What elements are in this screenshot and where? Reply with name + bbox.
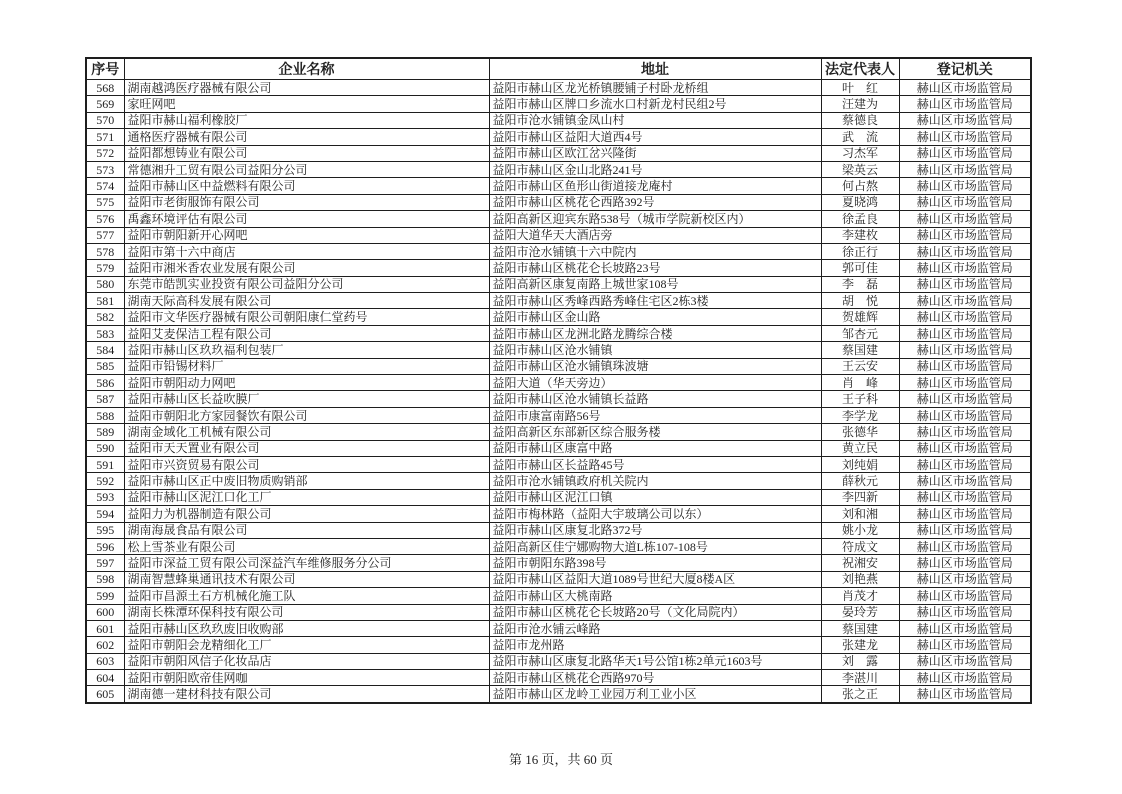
cell-registry-authority: 赫山区市场监管局 bbox=[899, 161, 1031, 177]
cell-company-name: 家旺网吧 bbox=[124, 96, 489, 112]
table-row bbox=[86, 227, 1031, 243]
cell-legal-representative: 贺雄辉 bbox=[821, 309, 899, 325]
cell-legal-representative: 王子科 bbox=[821, 391, 899, 407]
cell-serial-number: 582 bbox=[86, 309, 124, 325]
cell-serial-number: 603 bbox=[86, 653, 124, 669]
cell-company-name: 松上雪茶业有限公司 bbox=[124, 538, 489, 554]
cell-serial-number: 570 bbox=[86, 112, 124, 128]
table-row bbox=[86, 620, 1031, 636]
cell-serial-number: 594 bbox=[86, 506, 124, 522]
table-row bbox=[86, 194, 1031, 210]
table-row bbox=[86, 325, 1031, 341]
cell-legal-representative: 梁英云 bbox=[821, 161, 899, 177]
cell-legal-representative: 习杰军 bbox=[821, 145, 899, 161]
table-header-col-seq: 序号 bbox=[86, 58, 124, 80]
table-row bbox=[86, 391, 1031, 407]
cell-address: 益阳大道（华天旁边） bbox=[489, 375, 821, 391]
cell-address: 益阳市沧水铺镇政府机关院内 bbox=[489, 473, 821, 489]
cell-address: 益阳市朝阳东路398号 bbox=[489, 555, 821, 571]
table-row bbox=[86, 538, 1031, 554]
cell-serial-number: 579 bbox=[86, 260, 124, 276]
cell-legal-representative: 蔡国建 bbox=[821, 620, 899, 636]
cell-serial-number: 604 bbox=[86, 670, 124, 686]
cell-legal-representative: 武 流 bbox=[821, 129, 899, 145]
cell-serial-number: 573 bbox=[86, 161, 124, 177]
cell-legal-representative: 李建枚 bbox=[821, 227, 899, 243]
table-row bbox=[86, 178, 1031, 194]
cell-company-name: 益阳市湘米香农业发展有限公司 bbox=[124, 260, 489, 276]
cell-serial-number: 595 bbox=[86, 522, 124, 538]
cell-legal-representative: 肖 峰 bbox=[821, 375, 899, 391]
cell-registry-authority: 赫山区市场监管局 bbox=[899, 555, 1031, 571]
table-header-col-company-name: 企业名称 bbox=[124, 58, 489, 80]
cell-legal-representative: 李四新 bbox=[821, 489, 899, 505]
cell-serial-number: 568 bbox=[86, 80, 124, 96]
cell-address: 益阳市沧水铺镇金凤山村 bbox=[489, 112, 821, 128]
cell-legal-representative: 刘 露 bbox=[821, 653, 899, 669]
table-row bbox=[86, 293, 1031, 309]
table-row bbox=[86, 96, 1031, 112]
cell-address: 益阳市梅林路（益阳大宇玻璃公司以东） bbox=[489, 506, 821, 522]
cell-legal-representative: 邹杏元 bbox=[821, 325, 899, 341]
cell-legal-representative: 张建龙 bbox=[821, 637, 899, 653]
cell-address: 益阳市赫山区龙光桥镇腰铺子村卧龙桥组 bbox=[489, 80, 821, 96]
cell-legal-representative: 张之正 bbox=[821, 686, 899, 703]
cell-address: 益阳市赫山区桃花仑西路392号 bbox=[489, 194, 821, 210]
cell-address: 益阳市赫山区益阳大道西4号 bbox=[489, 129, 821, 145]
cell-company-name: 益阳市朝阳动力网吧 bbox=[124, 375, 489, 391]
table-row bbox=[86, 161, 1031, 177]
cell-serial-number: 588 bbox=[86, 407, 124, 423]
cell-serial-number: 590 bbox=[86, 440, 124, 456]
cell-serial-number: 572 bbox=[86, 145, 124, 161]
cell-registry-authority: 赫山区市场监管局 bbox=[899, 620, 1031, 636]
cell-company-name: 益阳市昌源土石方机械化施工队 bbox=[124, 588, 489, 604]
table-header-col-address: 地址 bbox=[489, 58, 821, 80]
cell-company-name: 湖南长株潭环保科技有限公司 bbox=[124, 604, 489, 620]
table-row bbox=[86, 375, 1031, 391]
cell-company-name: 湖南天际高科发展有限公司 bbox=[124, 293, 489, 309]
cell-company-name: 益阳市赫山区正中废旧物质购销部 bbox=[124, 473, 489, 489]
table-row bbox=[86, 407, 1031, 423]
cell-company-name: 通格医疗器械有限公司 bbox=[124, 129, 489, 145]
table-row bbox=[86, 424, 1031, 440]
cell-serial-number: 592 bbox=[86, 473, 124, 489]
table-row bbox=[86, 358, 1031, 374]
cell-legal-representative: 胡 悦 bbox=[821, 293, 899, 309]
cell-registry-authority: 赫山区市场监管局 bbox=[899, 686, 1031, 703]
cell-legal-representative: 夏晓鸿 bbox=[821, 194, 899, 210]
table-row bbox=[86, 456, 1031, 472]
cell-address: 益阳市康富南路56号 bbox=[489, 407, 821, 423]
cell-legal-representative: 何占熬 bbox=[821, 178, 899, 194]
cell-company-name: 益阳市赫山区长益吹膜厂 bbox=[124, 391, 489, 407]
cell-address: 益阳高新区佳宁娜购物大道L栋107-108号 bbox=[489, 538, 821, 554]
cell-serial-number: 591 bbox=[86, 456, 124, 472]
cell-address: 益阳市赫山区益阳大道1089号世纪大厦8楼A区 bbox=[489, 571, 821, 587]
cell-legal-representative: 刘艳燕 bbox=[821, 571, 899, 587]
cell-address: 益阳高新区东部新区综合服务楼 bbox=[489, 424, 821, 440]
cell-registry-authority: 赫山区市场监管局 bbox=[899, 440, 1031, 456]
cell-legal-representative: 徐孟良 bbox=[821, 211, 899, 227]
cell-serial-number: 596 bbox=[86, 538, 124, 554]
cell-legal-representative: 刘和湘 bbox=[821, 506, 899, 522]
table-header-col-registry-org: 登记机关 bbox=[899, 58, 1031, 80]
table-row bbox=[86, 129, 1031, 145]
cell-registry-authority: 赫山区市场监管局 bbox=[899, 522, 1031, 538]
cell-serial-number: 601 bbox=[86, 620, 124, 636]
cell-address: 益阳市赫山区鱼形山街道接龙庵村 bbox=[489, 178, 821, 194]
cell-address: 益阳市赫山区大桃南路 bbox=[489, 588, 821, 604]
cell-address: 益阳市赫山区牌口乡流水口村新龙村民组2号 bbox=[489, 96, 821, 112]
cell-address: 益阳大道华天大酒店旁 bbox=[489, 227, 821, 243]
cell-legal-representative: 王云安 bbox=[821, 358, 899, 374]
table-row bbox=[86, 506, 1031, 522]
cell-legal-representative: 李学龙 bbox=[821, 407, 899, 423]
cell-serial-number: 574 bbox=[86, 178, 124, 194]
cell-company-name: 益阳市赫山区中益燃料有限公司 bbox=[124, 178, 489, 194]
cell-legal-representative: 李湛川 bbox=[821, 670, 899, 686]
table-row bbox=[86, 637, 1031, 653]
cell-registry-authority: 赫山区市场监管局 bbox=[899, 473, 1031, 489]
cell-serial-number: 605 bbox=[86, 686, 124, 703]
cell-registry-authority: 赫山区市场监管局 bbox=[899, 293, 1031, 309]
table-row bbox=[86, 309, 1031, 325]
cell-serial-number: 600 bbox=[86, 604, 124, 620]
cell-registry-authority: 赫山区市场监管局 bbox=[899, 80, 1031, 96]
cell-company-name: 湖南越鸿医疗器械有限公司 bbox=[124, 80, 489, 96]
table-row bbox=[86, 276, 1031, 292]
cell-registry-authority: 赫山区市场监管局 bbox=[899, 358, 1031, 374]
table-row bbox=[86, 653, 1031, 669]
table-row bbox=[86, 522, 1031, 538]
cell-company-name: 禹鑫环境评估有限公司 bbox=[124, 211, 489, 227]
cell-serial-number: 581 bbox=[86, 293, 124, 309]
cell-registry-authority: 赫山区市场监管局 bbox=[899, 211, 1031, 227]
cell-address: 益阳市赫山区康复北路372号 bbox=[489, 522, 821, 538]
cell-address: 益阳市沧水铺镇十六中院内 bbox=[489, 243, 821, 259]
cell-legal-representative: 黄立民 bbox=[821, 440, 899, 456]
cell-registry-authority: 赫山区市场监管局 bbox=[899, 670, 1031, 686]
cell-legal-representative: 叶 红 bbox=[821, 80, 899, 96]
cell-company-name: 益阳市深益工贸有限公司深益汽车维修服务分公司 bbox=[124, 555, 489, 571]
table-row bbox=[86, 489, 1031, 505]
cell-registry-authority: 赫山区市场监管局 bbox=[899, 112, 1031, 128]
cell-legal-representative: 薛秋元 bbox=[821, 473, 899, 489]
cell-company-name: 益阳市朝阳北方家园餐饮有限公司 bbox=[124, 407, 489, 423]
cell-registry-authority: 赫山区市场监管局 bbox=[899, 456, 1031, 472]
cell-legal-representative: 蔡德良 bbox=[821, 112, 899, 128]
cell-company-name: 益阳市文华医疗器械有限公司朝阳康仁堂药号 bbox=[124, 309, 489, 325]
cell-company-name: 常德湘升工贸有限公司益阳分公司 bbox=[124, 161, 489, 177]
cell-registry-authority: 赫山区市场监管局 bbox=[899, 424, 1031, 440]
cell-company-name: 湖南海晟食品有限公司 bbox=[124, 522, 489, 538]
cell-registry-authority: 赫山区市场监管局 bbox=[899, 178, 1031, 194]
cell-legal-representative: 汪建为 bbox=[821, 96, 899, 112]
cell-address: 益阳市赫山区龙洲北路龙腾综合楼 bbox=[489, 325, 821, 341]
cell-address: 益阳市赫山区沧水铺镇 bbox=[489, 342, 821, 358]
cell-address: 益阳市赫山区泥江口镇 bbox=[489, 489, 821, 505]
cell-address: 益阳市赫山区康富中路 bbox=[489, 440, 821, 456]
table-row bbox=[86, 571, 1031, 587]
table-row bbox=[86, 112, 1031, 128]
cell-registry-authority: 赫山区市场监管局 bbox=[899, 309, 1031, 325]
cell-company-name: 益阳市朝阳会龙精细化工厂 bbox=[124, 637, 489, 653]
table-row bbox=[86, 686, 1031, 703]
table-row bbox=[86, 342, 1031, 358]
table-row bbox=[86, 588, 1031, 604]
cell-legal-representative: 姚小龙 bbox=[821, 522, 899, 538]
cell-address: 益阳市赫山区金山路 bbox=[489, 309, 821, 325]
table-header-col-legal-rep: 法定代表人 bbox=[821, 58, 899, 80]
table-row bbox=[86, 80, 1031, 96]
cell-legal-representative: 蔡国建 bbox=[821, 342, 899, 358]
cell-legal-representative: 李 磊 bbox=[821, 276, 899, 292]
cell-serial-number: 602 bbox=[86, 637, 124, 653]
cell-legal-representative: 郭可佳 bbox=[821, 260, 899, 276]
cell-registry-authority: 赫山区市场监管局 bbox=[899, 194, 1031, 210]
cell-address: 益阳市赫山区长益路45号 bbox=[489, 456, 821, 472]
cell-serial-number: 599 bbox=[86, 588, 124, 604]
cell-registry-authority: 赫山区市场监管局 bbox=[899, 653, 1031, 669]
cell-address: 益阳市赫山区桃花仑长坡路20号（文化局院内） bbox=[489, 604, 821, 620]
cell-serial-number: 575 bbox=[86, 194, 124, 210]
cell-company-name: 益阳艾麦保洁工程有限公司 bbox=[124, 325, 489, 341]
cell-legal-representative: 肖茂才 bbox=[821, 588, 899, 604]
cell-legal-representative: 张德华 bbox=[821, 424, 899, 440]
cell-company-name: 益阳市天天置业有限公司 bbox=[124, 440, 489, 456]
cell-registry-authority: 赫山区市场监管局 bbox=[899, 227, 1031, 243]
cell-legal-representative: 刘纯娟 bbox=[821, 456, 899, 472]
cell-address: 益阳市赫山区欧江岔兴隆街 bbox=[489, 145, 821, 161]
cell-company-name: 东莞市皓凯实业投资有限公司益阳分公司 bbox=[124, 276, 489, 292]
cell-registry-authority: 赫山区市场监管局 bbox=[899, 538, 1031, 554]
table-header-row bbox=[86, 58, 1031, 80]
cell-address: 益阳市赫山区金山北路241号 bbox=[489, 161, 821, 177]
cell-registry-authority: 赫山区市场监管局 bbox=[899, 325, 1031, 341]
cell-registry-authority: 赫山区市场监管局 bbox=[899, 96, 1031, 112]
cell-company-name: 益阳市朝阳风信子化妆品店 bbox=[124, 653, 489, 669]
cell-address: 益阳市赫山区沧水铺镇长益路 bbox=[489, 391, 821, 407]
cell-serial-number: 598 bbox=[86, 571, 124, 587]
cell-address: 益阳市沧水铺云峰路 bbox=[489, 620, 821, 636]
cell-company-name: 益阳市朝阳新开心网吧 bbox=[124, 227, 489, 243]
cell-company-name: 益阳市第十六中商店 bbox=[124, 243, 489, 259]
cell-serial-number: 580 bbox=[86, 276, 124, 292]
cell-legal-representative: 符成文 bbox=[821, 538, 899, 554]
table-row bbox=[86, 145, 1031, 161]
cell-registry-authority: 赫山区市场监管局 bbox=[899, 342, 1031, 358]
table-row bbox=[86, 260, 1031, 276]
cell-serial-number: 578 bbox=[86, 243, 124, 259]
cell-company-name: 益阳市赫山区玖玖废旧收购部 bbox=[124, 620, 489, 636]
table-row bbox=[86, 440, 1031, 456]
cell-company-name: 湖南金域化工机械有限公司 bbox=[124, 424, 489, 440]
cell-company-name: 益阳市赫山区泥江口化工厂 bbox=[124, 489, 489, 505]
cell-registry-authority: 赫山区市场监管局 bbox=[899, 489, 1031, 505]
cell-company-name: 益阳市老街服饰有限公司 bbox=[124, 194, 489, 210]
cell-serial-number: 587 bbox=[86, 391, 124, 407]
cell-registry-authority: 赫山区市场监管局 bbox=[899, 637, 1031, 653]
cell-company-name: 湖南德一建材科技有限公司 bbox=[124, 686, 489, 703]
cell-serial-number: 585 bbox=[86, 358, 124, 374]
cell-serial-number: 576 bbox=[86, 211, 124, 227]
cell-registry-authority: 赫山区市场监管局 bbox=[899, 375, 1031, 391]
cell-company-name: 益阳都想铸业有限公司 bbox=[124, 145, 489, 161]
cell-registry-authority: 赫山区市场监管局 bbox=[899, 391, 1031, 407]
cell-registry-authority: 赫山区市场监管局 bbox=[899, 571, 1031, 587]
cell-registry-authority: 赫山区市场监管局 bbox=[899, 407, 1031, 423]
cell-legal-representative: 徐正行 bbox=[821, 243, 899, 259]
cell-serial-number: 597 bbox=[86, 555, 124, 571]
cell-registry-authority: 赫山区市场监管局 bbox=[899, 506, 1031, 522]
cell-company-name: 益阳市赫山福利橡胶厂 bbox=[124, 112, 489, 128]
cell-address: 益阳高新区康复南路上城世家108号 bbox=[489, 276, 821, 292]
cell-address: 益阳市赫山区龙岭工业园万利工业小区 bbox=[489, 686, 821, 703]
cell-company-name: 湖南智慧蜂巢通讯技术有限公司 bbox=[124, 571, 489, 587]
cell-serial-number: 569 bbox=[86, 96, 124, 112]
table-row bbox=[86, 670, 1031, 686]
cell-address: 益阳市赫山区沧水铺镇珠波塘 bbox=[489, 358, 821, 374]
table-row bbox=[86, 555, 1031, 571]
cell-registry-authority: 赫山区市场监管局 bbox=[899, 588, 1031, 604]
cell-legal-representative: 祝湘安 bbox=[821, 555, 899, 571]
cell-address: 益阳市赫山区桃花仑西路970号 bbox=[489, 670, 821, 686]
cell-registry-authority: 赫山区市场监管局 bbox=[899, 276, 1031, 292]
cell-company-name: 益阳市赫山区玖玖福利包装厂 bbox=[124, 342, 489, 358]
cell-company-name: 益阳市兴资贸易有限公司 bbox=[124, 456, 489, 472]
cell-registry-authority: 赫山区市场监管局 bbox=[899, 243, 1031, 259]
cell-serial-number: 593 bbox=[86, 489, 124, 505]
table-row bbox=[86, 243, 1031, 259]
cell-serial-number: 577 bbox=[86, 227, 124, 243]
cell-registry-authority: 赫山区市场监管局 bbox=[899, 129, 1031, 145]
cell-serial-number: 571 bbox=[86, 129, 124, 145]
cell-serial-number: 584 bbox=[86, 342, 124, 358]
cell-company-name: 益阳市朝阳欧帝佳网咖 bbox=[124, 670, 489, 686]
table-row bbox=[86, 604, 1031, 620]
table-row bbox=[86, 211, 1031, 227]
cell-registry-authority: 赫山区市场监管局 bbox=[899, 145, 1031, 161]
cell-legal-representative: 晏玲芳 bbox=[821, 604, 899, 620]
cell-registry-authority: 赫山区市场监管局 bbox=[899, 604, 1031, 620]
cell-serial-number: 586 bbox=[86, 375, 124, 391]
table-row bbox=[86, 473, 1031, 489]
cell-address: 益阳市龙州路 bbox=[489, 637, 821, 653]
page-number: 第 16 页，共 60 页 bbox=[508, 752, 613, 767]
cell-address: 益阳市赫山区秀峰西路秀峰住宅区2栋3楼 bbox=[489, 293, 821, 309]
cell-address: 益阳市赫山区桃花仑长坡路23号 bbox=[489, 260, 821, 276]
cell-registry-authority: 赫山区市场监管局 bbox=[899, 260, 1031, 276]
cell-address: 益阳市赫山区康复北路华天1号公馆1栋2单元1603号 bbox=[489, 653, 821, 669]
cell-company-name: 益阳市铅锡材料厂 bbox=[124, 358, 489, 374]
company-registry-table bbox=[85, 57, 1032, 704]
cell-address: 益阳高新区迎宾东路538号（城市学院新校区内） bbox=[489, 211, 821, 227]
cell-serial-number: 589 bbox=[86, 424, 124, 440]
cell-serial-number: 583 bbox=[86, 325, 124, 341]
cell-company-name: 益阳力为机器制造有限公司 bbox=[124, 506, 489, 522]
